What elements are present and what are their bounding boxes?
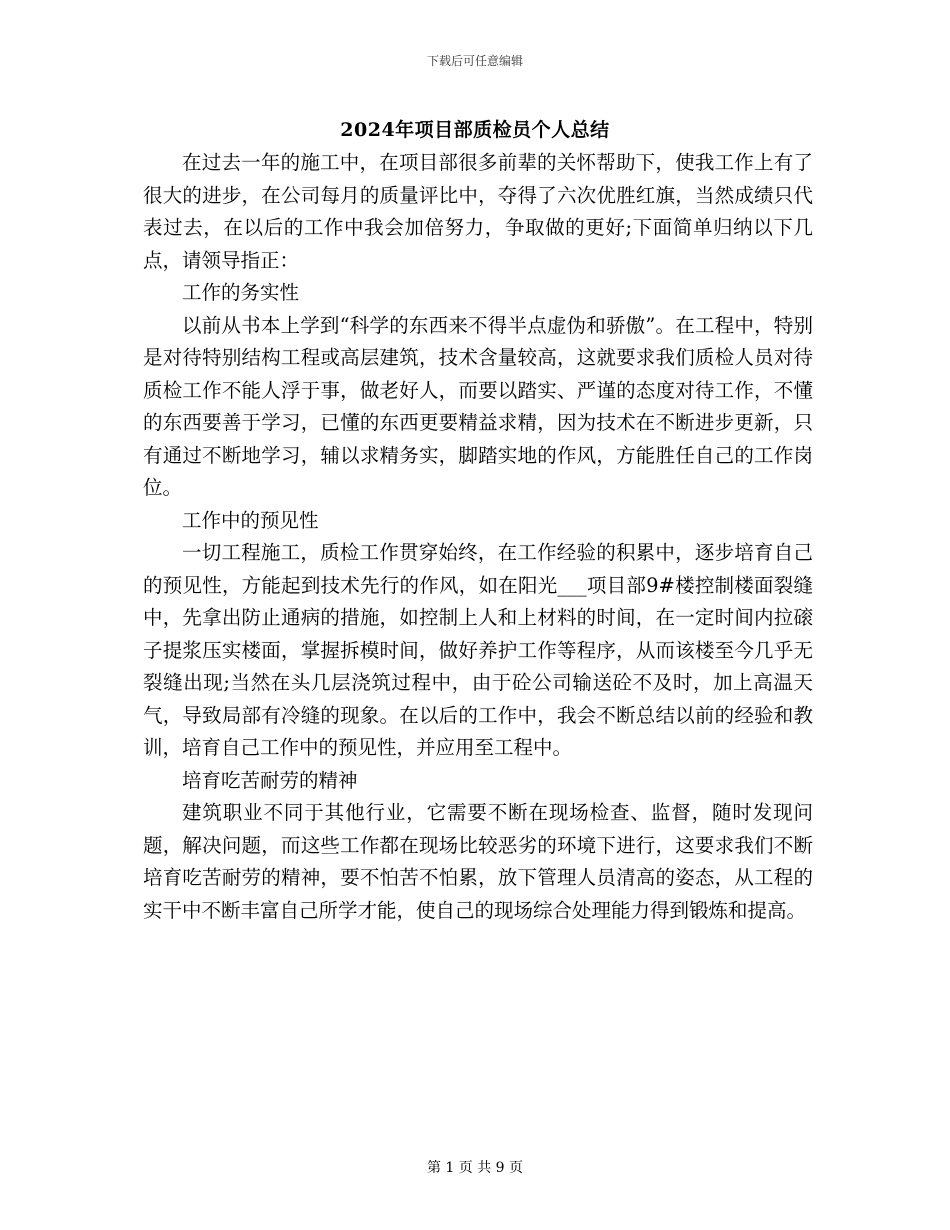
paragraph-foresight: 一切工程施工，质检工作贯穿始终，在工作经验的积累中，逐步培育自己的预见性，方能起到技术先行的作风，如在阳光___项目部9#楼控制楼面裂缝中，先拿出防止通病的措施，如控制上人和上材料的时间，在一定时间内拉磙子提浆压实楼面，掌握拆模时间，做好养护工作等程序，从而该楼至今几乎无裂缝出现;当然在头几层浇筑过程中，由于砼公司输送砼不及时，加上高温天气，导致局部有冷缝的现象。在以后的工作中，我会不断总结以前的经验和教训，培育自己工作中的预见性，并应用至工程中。: [143, 541, 813, 759]
intro-paragraph: 在过去一年的施工中，在项目部很多前辈的关怀帮助下，使我工作上有了很大的进步，在公司每月的质量评比中，夺得了六次优胜红旗，当然成绩只代表过去，在以后的工作中我会加倍努力，争取做的更好;下面简单归纳以下几点，请领导指正：: [143, 151, 813, 272]
document-title: 2024年项目部质检员个人总结: [340, 119, 610, 141]
section-heading-pragmatism: 工作的务实性: [182, 281, 300, 304]
paragraph-pragmatism: 以前从书本上学到“科学的东西来不得半点虚伪和骄傲”。在工程中，特别是对待特别结构工程或高层建筑，技术含量较高，这就要求我们质检人员对待质检工作不能人浮于事，做老好人，而要以踏实、严谨的态度对待工作，不懂的东西要善于学习，已懂的东西更要精益求精，因为技术在不断进步更新，只有通过不断地学习，辅以求精务实，脚踏实地的作风，方能胜任自己的工作岗位。: [143, 313, 813, 499]
page-header: 下载后可任意编辑: [426, 54, 523, 68]
page-footer: 第 1 页 共 9 页: [426, 1160, 524, 1176]
section-heading-foresight: 工作中的预见性: [182, 508, 319, 532]
paragraph-hardworking: 建筑职业不同于其他行业，它需要不断在现场检查、监督，随时发现问题，解决问题，而这些工作都在现场比较恶劣的环境下进行，这要求我们不断培育吃苦耐劳的精神，要不怕苦不怕累，放下管理人员清高的姿态，从工程的实干中不断丰富自己所学才能，使自己的现场综合处理能力得到锻炼和提高。: [143, 801, 813, 922]
document-body: [143, 147, 813, 927]
section-heading-hardworking: 培育吃苦耐劳的精神: [182, 768, 358, 792]
